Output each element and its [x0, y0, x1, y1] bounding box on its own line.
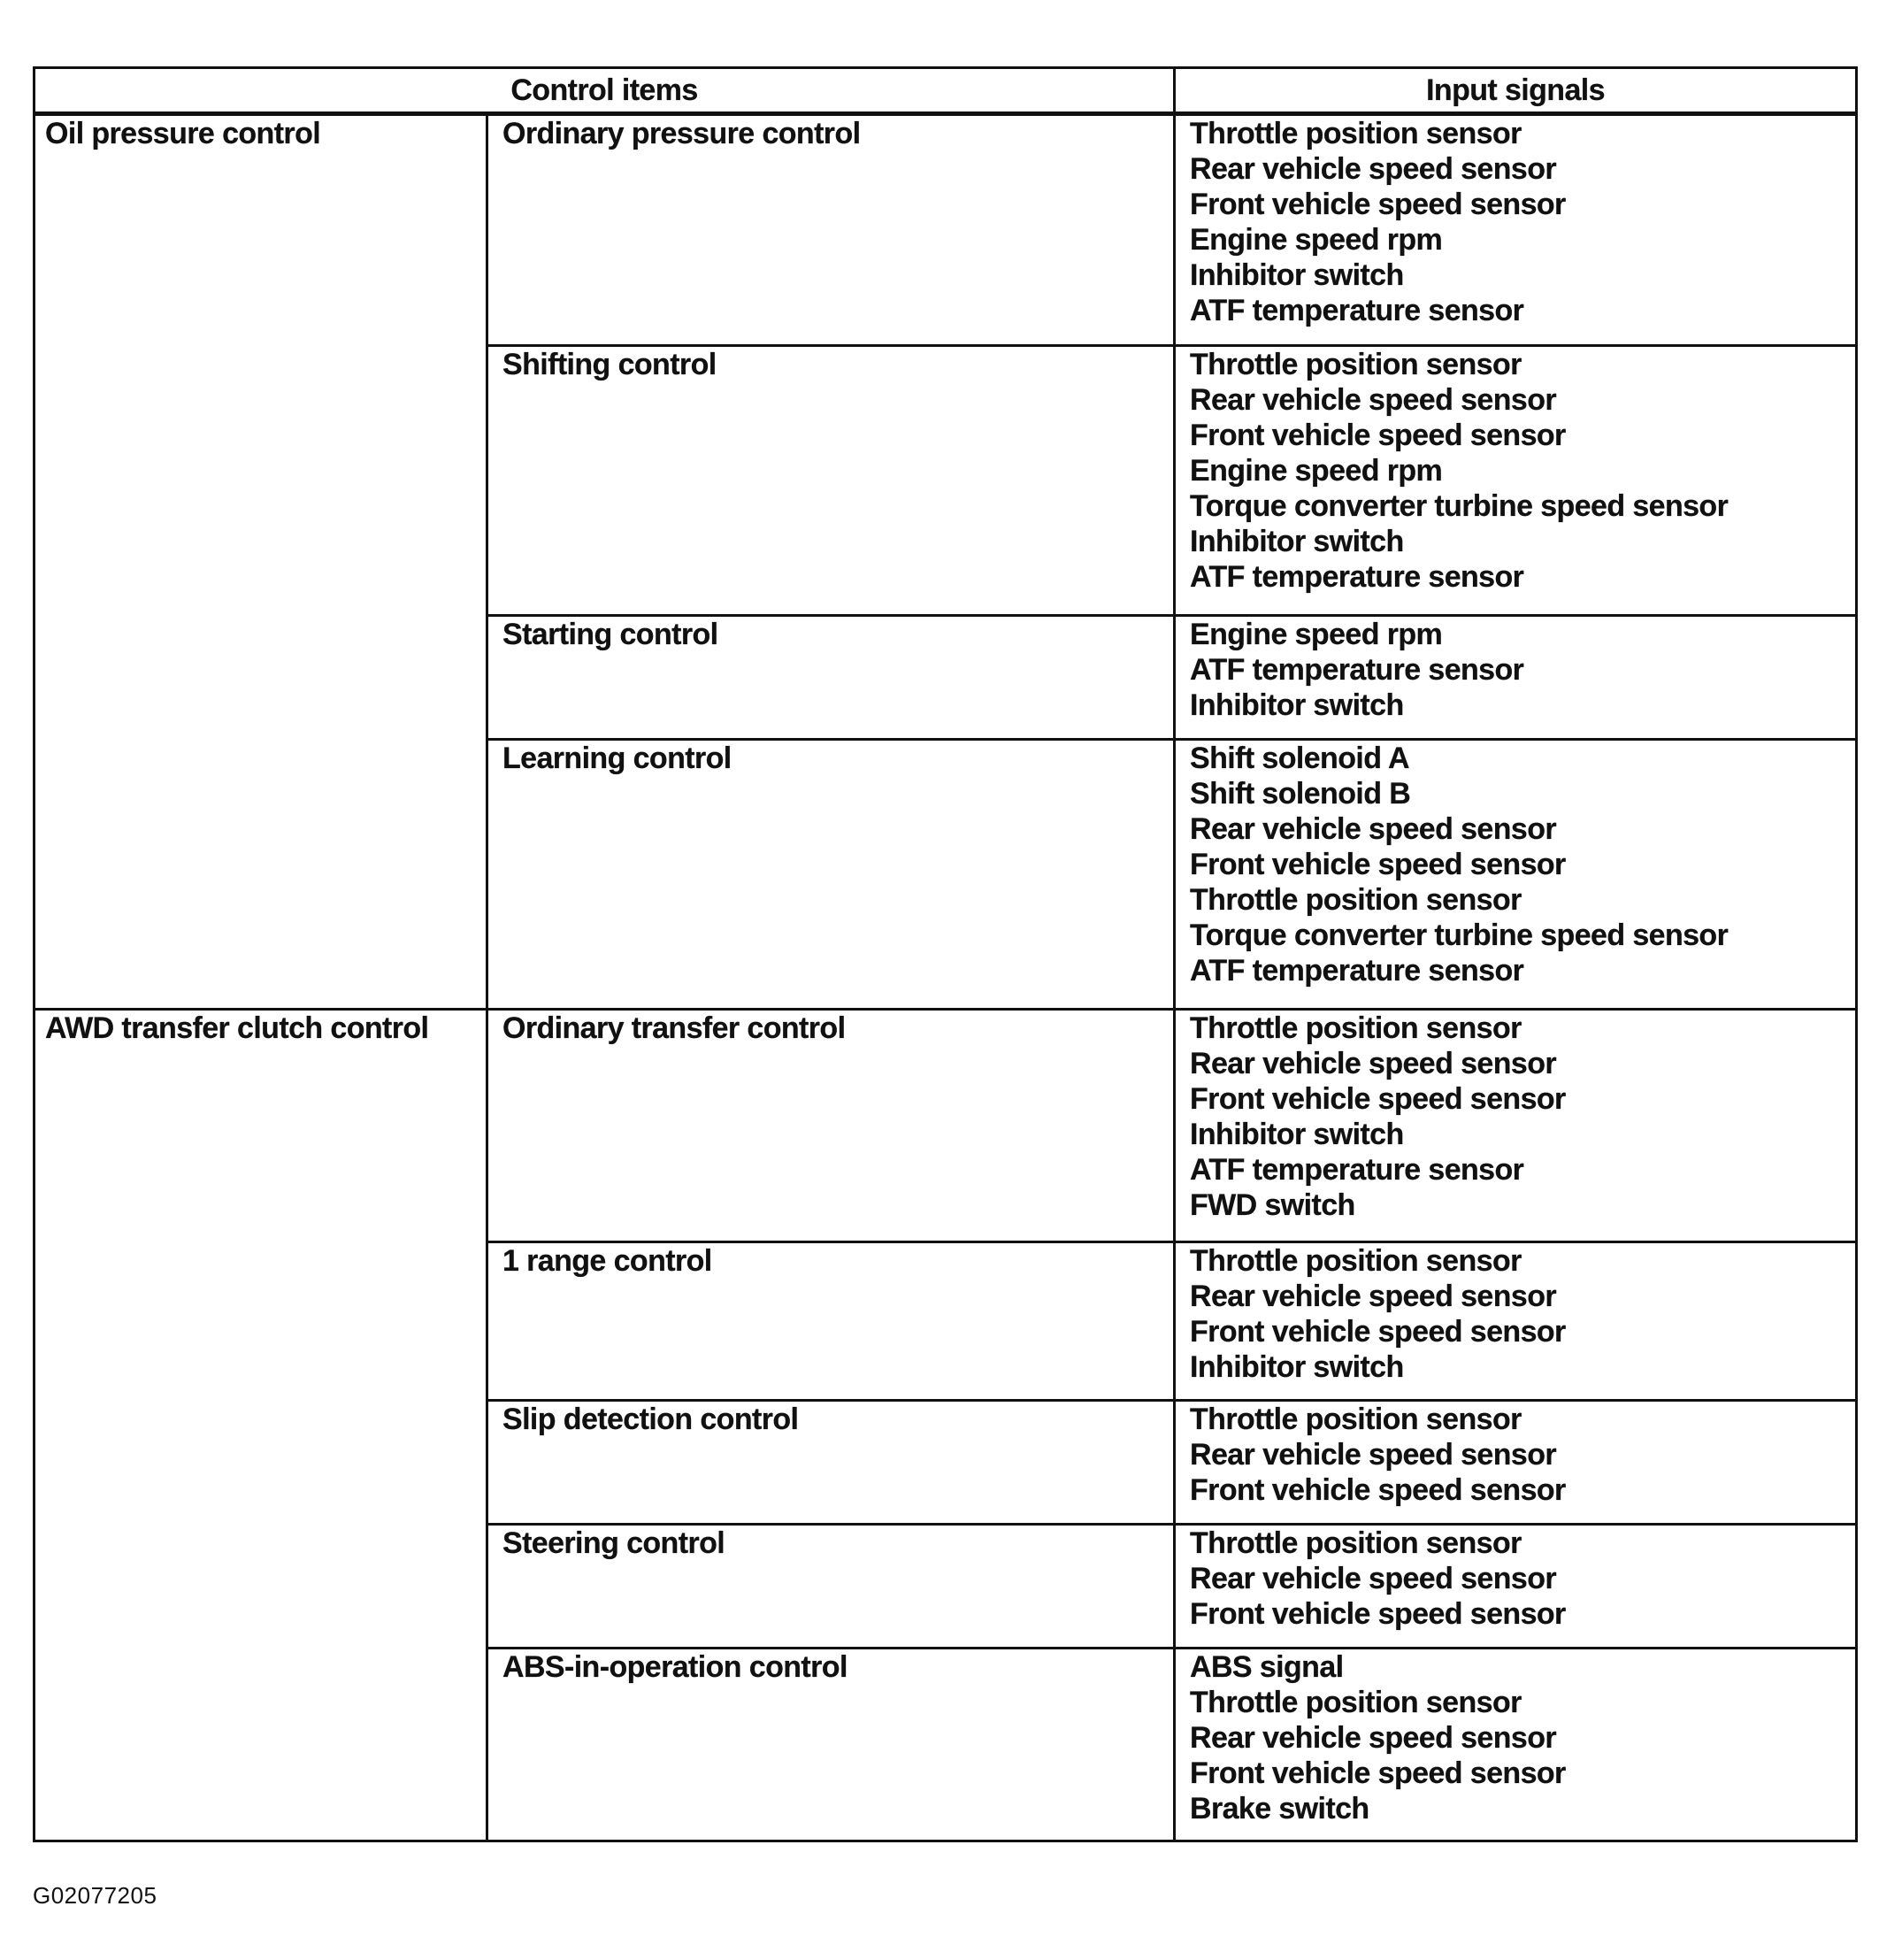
table-row — [35, 114, 1857, 346]
input-signal: Rear vehicle speed sensor — [1190, 1438, 1557, 1472]
input-signals-cell — [1175, 1010, 1857, 1242]
input-signals-cell — [1175, 1242, 1857, 1401]
input-signal: Throttle position sensor — [1190, 1686, 1522, 1719]
input-signal: Front vehicle speed sensor — [1190, 848, 1566, 881]
input-signal: Throttle position sensor — [1190, 117, 1522, 150]
input-signal: Throttle position sensor — [1190, 1526, 1522, 1560]
input-signal: Front vehicle speed sensor — [1190, 1756, 1566, 1790]
control-item-cell: Ordinary transfer control — [487, 1010, 1175, 1242]
table-row — [35, 1010, 1857, 1242]
input-signal: Throttle position sensor — [1190, 348, 1522, 381]
control-items-table — [33, 66, 1858, 1842]
input-signal: Inhibitor switch — [1190, 1350, 1404, 1384]
input-signals-cell — [1175, 740, 1857, 1010]
control-item-cell: Starting control — [487, 616, 1175, 740]
input-signal: Brake switch — [1190, 1792, 1369, 1825]
input-signal: ATF temperature sensor — [1190, 1153, 1524, 1187]
control-group-cell: Oil pressure control — [35, 114, 487, 1010]
input-signal: ATF temperature sensor — [1190, 560, 1524, 594]
figure-code: G02077205 — [33, 1882, 157, 1909]
input-signal: ATF temperature sensor — [1190, 294, 1524, 327]
input-signal: Rear vehicle speed sensor — [1190, 152, 1557, 186]
input-signals-cell — [1175, 346, 1857, 616]
input-signal: Throttle position sensor — [1190, 1403, 1522, 1436]
input-signal: Front vehicle speed sensor — [1190, 419, 1566, 452]
input-signal: Engine speed rpm — [1190, 454, 1443, 488]
input-signals-cell — [1175, 1401, 1857, 1525]
input-signal: Rear vehicle speed sensor — [1190, 1721, 1557, 1755]
table-body — [35, 114, 1857, 1841]
control-item-cell: Learning control — [487, 740, 1175, 1010]
control-item-cell: 1 range control — [487, 1242, 1175, 1401]
header-control-items: Control items — [35, 68, 1175, 114]
control-group-cell: AWD transfer clutch control — [35, 1010, 487, 1841]
control-item-cell: ABS-in-operation control — [487, 1649, 1175, 1841]
input-signal: Inhibitor switch — [1190, 258, 1404, 292]
input-signal: Rear vehicle speed sensor — [1190, 1280, 1557, 1313]
input-signal: Inhibitor switch — [1190, 688, 1404, 722]
input-signal: Front vehicle speed sensor — [1190, 1473, 1566, 1507]
input-signal: Torque converter turbine speed sensor — [1190, 919, 1729, 952]
input-signal: ATF temperature sensor — [1190, 954, 1524, 988]
input-signal: Shift solenoid B — [1190, 777, 1411, 811]
input-signals-cell — [1175, 616, 1857, 740]
control-item-cell: Shifting control — [487, 346, 1175, 616]
header-input-signals: Input signals — [1175, 68, 1857, 114]
input-signal: FWD switch — [1190, 1188, 1355, 1222]
control-item-cell: Steering control — [487, 1525, 1175, 1649]
input-signal: Torque converter turbine speed sensor — [1190, 489, 1729, 523]
input-signal: Rear vehicle speed sensor — [1190, 812, 1557, 846]
control-item-cell: Slip detection control — [487, 1401, 1175, 1525]
input-signal: Throttle position sensor — [1190, 1244, 1522, 1278]
input-signal: Rear vehicle speed sensor — [1190, 1047, 1557, 1080]
input-signal: Throttle position sensor — [1190, 883, 1522, 917]
input-signal: Front vehicle speed sensor — [1190, 1315, 1566, 1349]
input-signals-cell — [1175, 1525, 1857, 1649]
input-signal: Throttle position sensor — [1190, 1011, 1522, 1045]
header-row — [35, 68, 1857, 114]
control-item-cell: Ordinary pressure control — [487, 114, 1175, 346]
input-signal: Front vehicle speed sensor — [1190, 188, 1566, 221]
input-signal: ATF temperature sensor — [1190, 653, 1524, 687]
input-signal: ABS signal — [1190, 1650, 1344, 1684]
input-signal: Shift solenoid A — [1190, 742, 1409, 775]
input-signal: Front vehicle speed sensor — [1190, 1597, 1566, 1631]
input-signal: Inhibitor switch — [1190, 1118, 1404, 1151]
input-signal: Engine speed rpm — [1190, 618, 1443, 651]
input-signal: Inhibitor switch — [1190, 525, 1404, 558]
input-signal: Rear vehicle speed sensor — [1190, 383, 1557, 417]
input-signal: Rear vehicle speed sensor — [1190, 1562, 1557, 1595]
input-signal: Front vehicle speed sensor — [1190, 1082, 1566, 1116]
input-signals-cell — [1175, 114, 1857, 346]
input-signals-cell — [1175, 1649, 1857, 1841]
input-signal: Engine speed rpm — [1190, 223, 1443, 257]
